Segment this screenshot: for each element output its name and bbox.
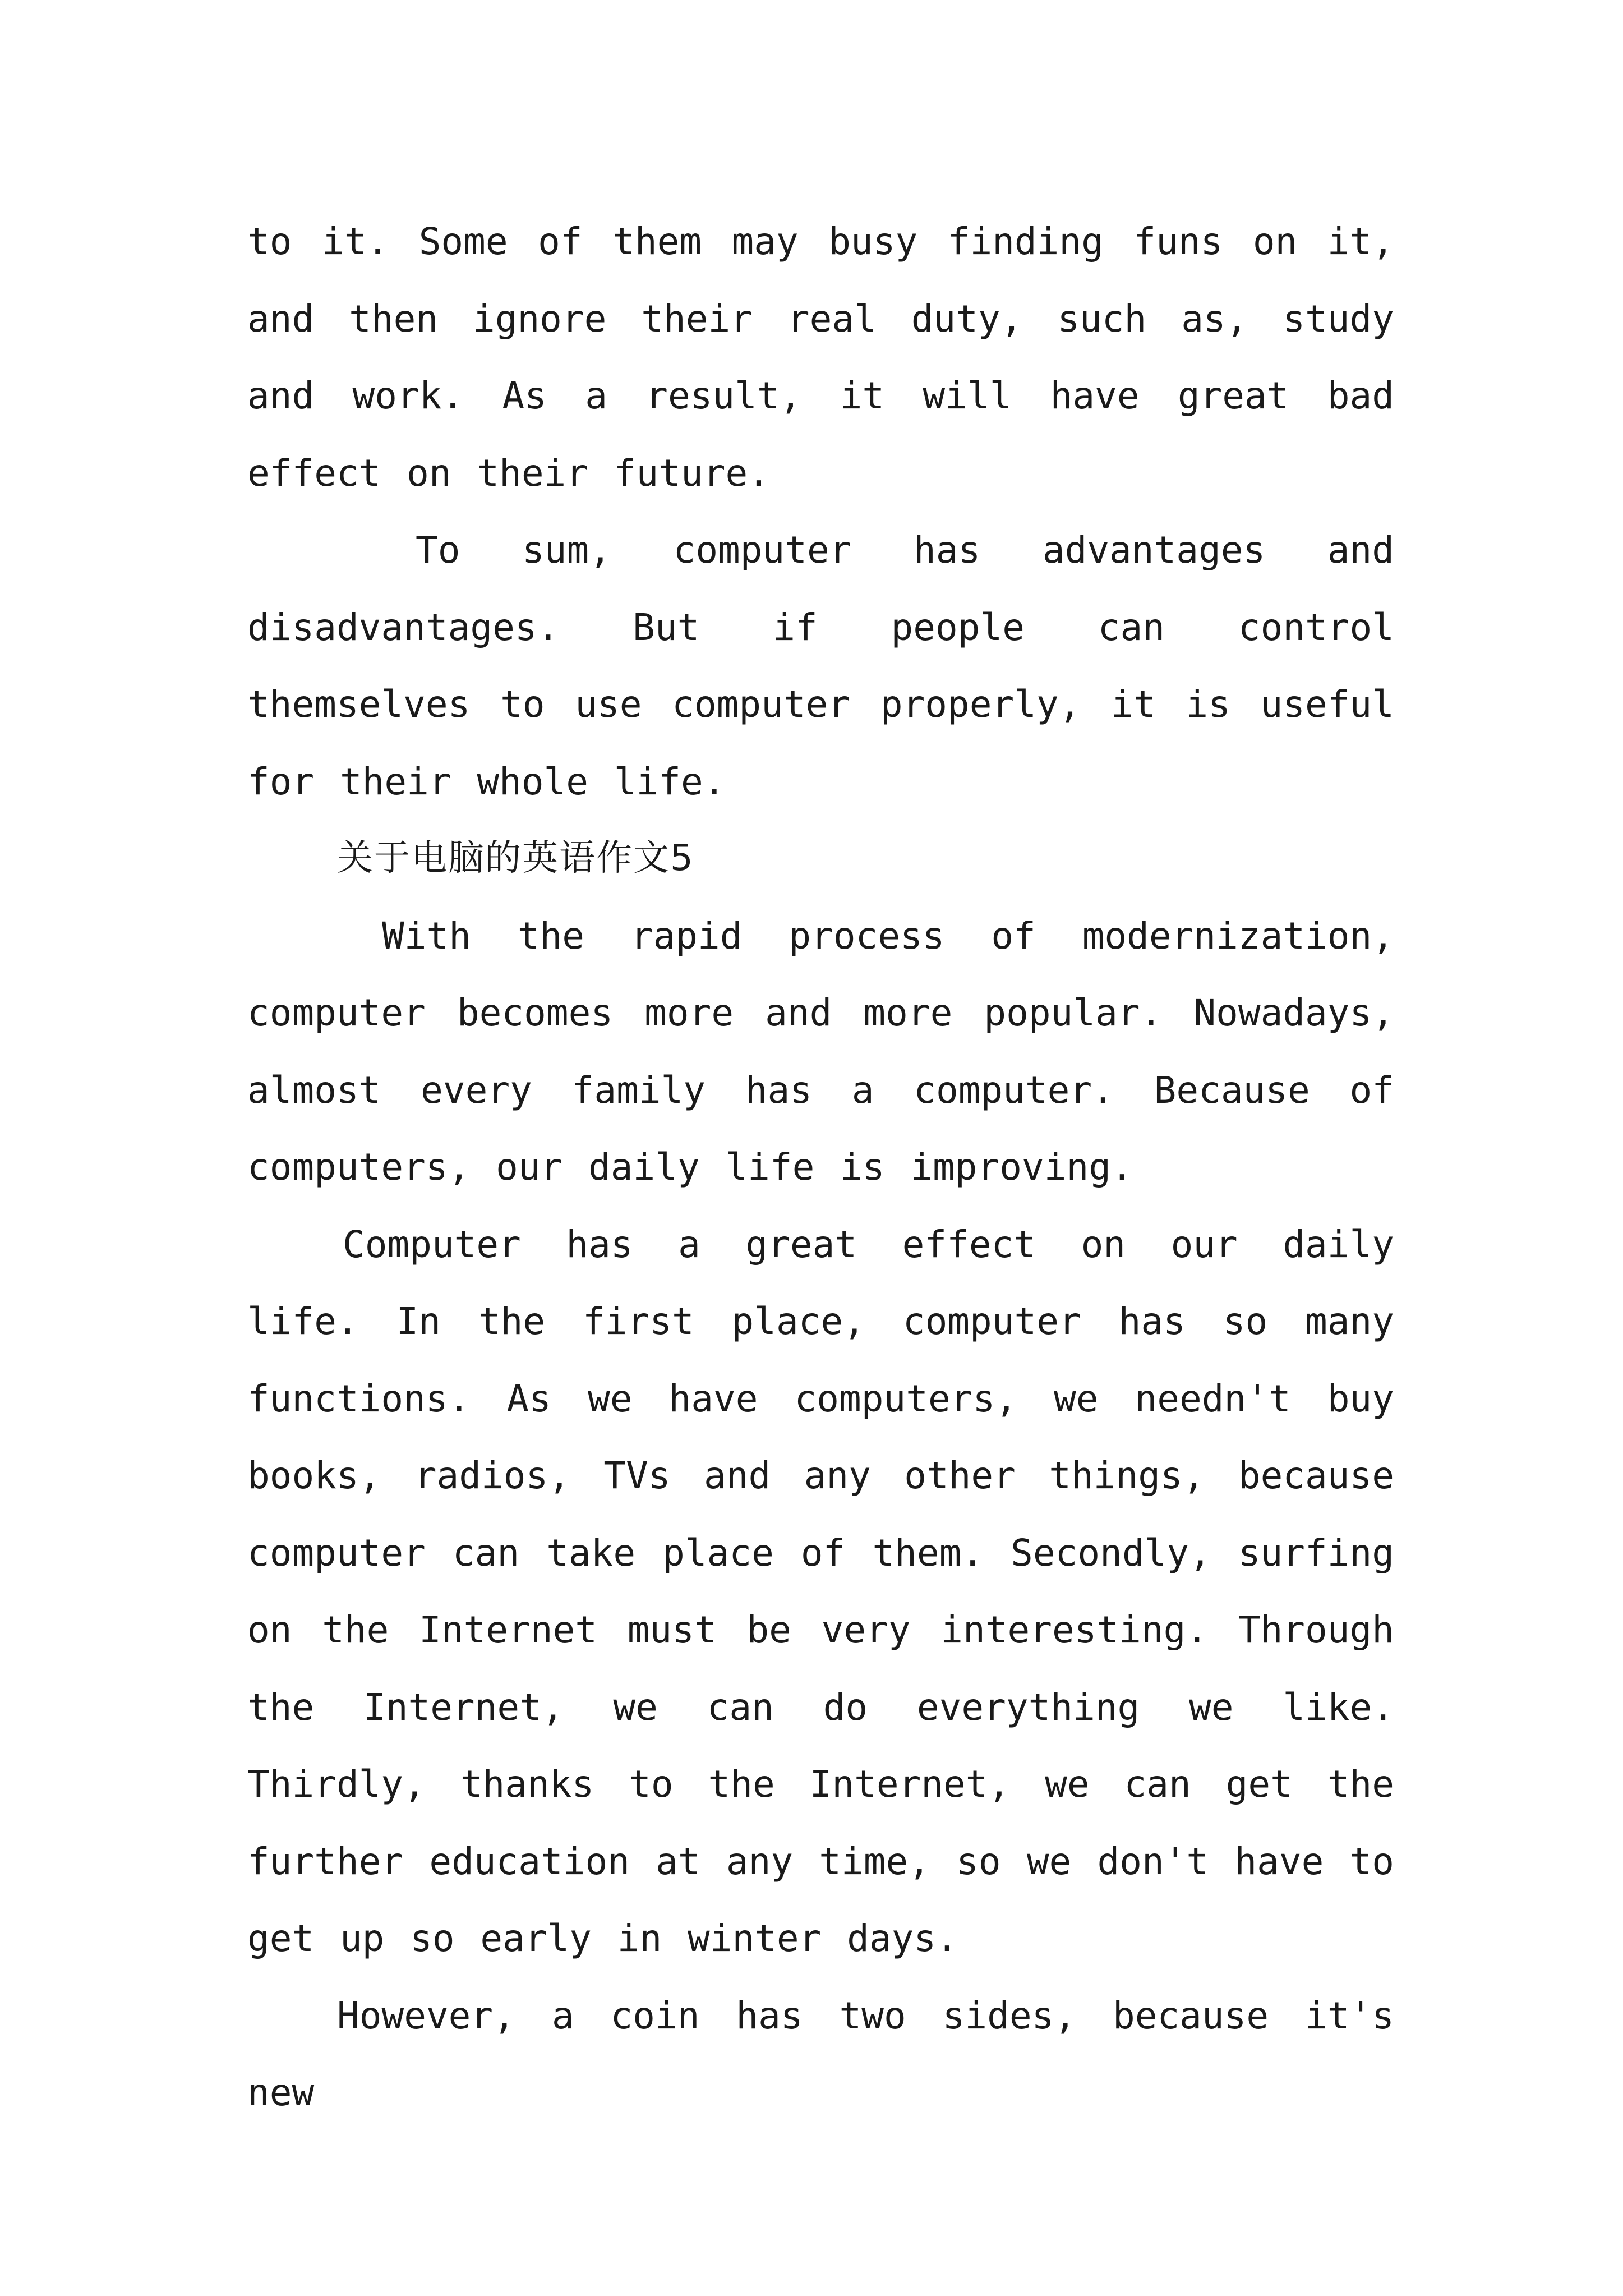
paragraph-continuation: to it. Some of them may busy finding funs on it, and then ignore their real duty, such as, study and work. As a result, it will have great bad effect on their future. [247,220,1394,495]
essay-heading: 关于电脑的英语作文5 [337,838,694,879]
paragraph-however: However, a coin has two sides, because it's new [247,1994,1394,2114]
paragraph-conclusion: To sum, computer has advantages and disadvantages. But if people can control themselves to use computer properly, it is useful for their whole life. [247,528,1394,803]
paragraph-effects: Computer has a great effect on our daily life. In the first place, computer has so many functions. As we have computers, we needn't buy books, radios, TVs and any other things, because computer can take place of them. Secondly, surfing on the Internet must be very interesting. Through the Internet, we can do everything we like. Thirdly, thanks to the Internet, we can get the further education at any time, so we don't have to get up so early in winter days. [247,1222,1394,1960]
paragraph-intro: With the rapid process of modernization, computer becomes more and more popular. Nowadays, almost every family has a computer. Because of computers, our daily life is improving. [247,914,1394,1189]
document-body [247,203,1394,2132]
